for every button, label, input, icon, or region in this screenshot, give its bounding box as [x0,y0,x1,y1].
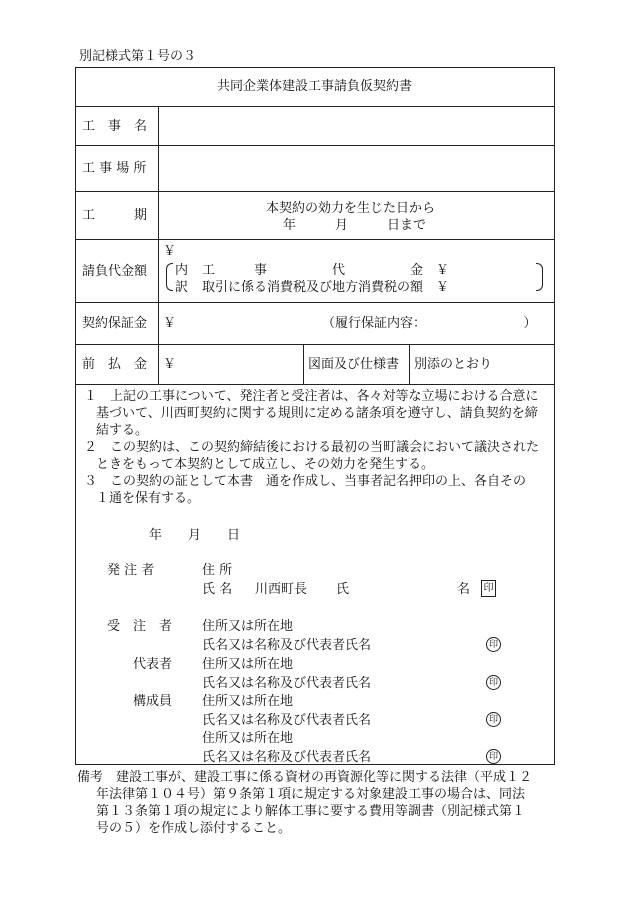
member-name-1: 氏名又は名称及び代表者氏名 [202,713,372,728]
orderer-mei: 名 [457,582,471,597]
clause-1-line-1: １ 上記の工事について、発注者と受注者は、各々対等な立場における合意に [84,389,539,404]
form-title: 共同企業体建設工事請負仮契約書 [217,79,413,94]
column-divider [303,344,304,384]
row-divider [75,145,555,146]
contractor-name: 氏名又は名称及び代表者氏名 [202,638,372,653]
orderer-name-label: 氏 名 [202,582,233,597]
clause-1-line-3: 結する。 [96,423,149,438]
label-column-divider [158,106,159,384]
uchiwake-head-1: 内 [175,263,189,278]
koji-basho-label: 工 事 場 所 [82,161,147,176]
uchiwake-head-2: 訳 [175,280,189,295]
koki-text-2: 年 月 日まで [283,218,427,233]
hosho-label: 契約保証金 [82,316,148,331]
orderer-name-value: 川西町長 [255,582,308,597]
clause-3-line-2: １通を保有する。 [96,491,201,506]
remarks-label: 備考 [77,770,104,785]
maebarai-yen: ￥ [163,357,177,372]
row-divider [75,106,555,107]
date-line: 年 月 日 [149,528,241,543]
row-divider [75,191,555,192]
koji-mei-label: 工 事 名 [82,119,148,134]
clause-2-line-1: ２ この契約は、この契約締結後における最初の当町議会において議決された [84,440,540,455]
bracket-right [536,263,543,291]
representative-address: 住所又は所在地 [202,657,294,672]
representative-name: 氏名又は名称及び代表者氏名 [202,676,372,691]
hosho-yen: ￥ [163,316,177,331]
remarks-line-1: 建設工事が、建設工事に係る資材の再資源化等に関する法律（平成１２ [116,770,533,785]
hosho-note: （履行保証内容： ） [322,316,537,331]
member-label: 構成員 [133,694,173,709]
clause-2-line-2: ときをもって本契約として成立し、その効力を発生する。 [96,457,435,472]
contractor-address: 住所又は所在地 [202,619,294,634]
zumen-value: 別添のとおり [414,357,493,372]
form-id: 別記様式第１号の３ [79,49,197,64]
contractor-seal-icon: 印 [486,637,501,652]
remarks-line-2: 年法律第１０４号）第９条第１項に規定する対象建設工事の場合は、同法 [96,787,526,802]
maebarai-label: 前 払 金 [82,357,148,372]
clause-3-line-1: ３ この契約の証として本書 通を作成し、当事者記名押印の上、各自その [84,474,527,489]
remarks-line-4: 号の５）を作成し添付すること。 [96,821,292,836]
zumen-label: 図面及び仕様書 [308,357,400,372]
representative-label: 代表者 [133,657,173,672]
koki-text-1: 本契約の効力を生じた日から [266,201,436,216]
member-address-2: 住所又は所在地 [202,731,294,746]
orderer-label: 発 注 者 [107,563,155,578]
ukeoi-label: 請負代金額 [82,264,148,279]
column-divider [409,344,410,384]
row-divider [75,239,555,240]
member-name-2: 氏名又は名称及び代表者氏名 [202,750,372,765]
member-address-1: 住所又は所在地 [202,694,294,709]
representative-seal-icon: 印 [486,675,501,690]
row-divider [75,344,555,345]
contractor-label: 受 注 者 [107,619,173,634]
member-seal-icon-1: 印 [486,712,501,727]
clause-1-line-2: 基づいて、川西町契約に関する規則に定める諸条項を遵守し、請負契約を締 [96,406,538,421]
uchiwake-item-1: 工 事 代 金 ￥ [202,263,450,278]
uchiwake-item-2: 取引に係る消費税及び地方消費税の額 ￥ [202,280,450,295]
bracket-left [166,263,173,291]
orderer-seal-icon: 印 [481,580,496,597]
orderer-address-label: 住 所 [202,563,233,578]
koki-label: 工 期 [82,208,148,223]
remarks-line-3: 第１３条第１項の規定により解体工事に要する費用等調書（別記様式第１ [96,804,526,819]
row-divider [75,302,555,303]
row-divider [75,384,555,385]
orderer-shi: 氏 [336,582,350,597]
yen-sign: ￥ [163,244,177,259]
member-seal-icon-2: 印 [486,749,501,764]
